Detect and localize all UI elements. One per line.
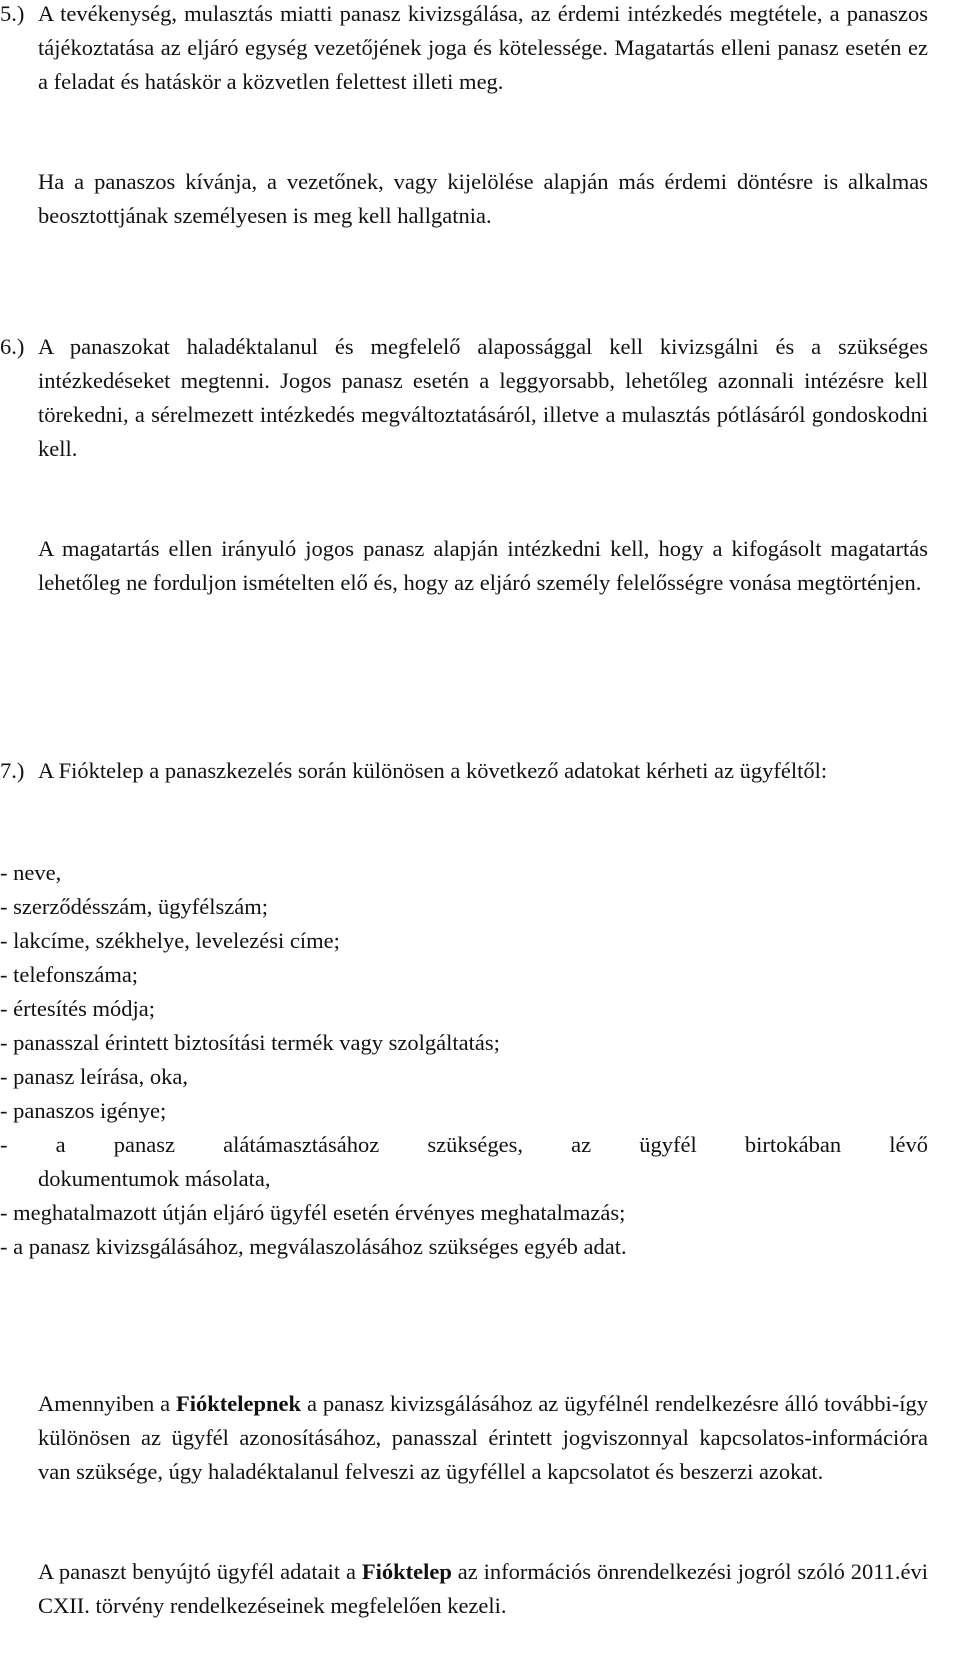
section-7-number: 7.) bbox=[0, 758, 25, 783]
section-5-paragraph bbox=[0, 0, 928, 99]
section-5-paragraph-2: Ha a panaszos kívánja, a vezetőnek, vagy kijelölése alapján más érdemi döntésre is alkalmas beosztottjának személyesen is meg kell hallgatnia. bbox=[38, 169, 928, 228]
list-item: - neve, bbox=[0, 860, 62, 885]
list-item: - szerződésszám, ügyfélszám; bbox=[0, 894, 269, 919]
list-item: - panasz leírása, oka, bbox=[0, 1064, 189, 1089]
list-item: - panaszos igénye; bbox=[0, 1098, 167, 1123]
list-item: - telefonszáma; bbox=[0, 962, 139, 987]
list-item-continuation: dokumentumok másolata, bbox=[38, 1166, 271, 1191]
list-item: - panasszal érintett biztosítási termék vagy szolgáltatás; bbox=[0, 1030, 500, 1055]
requested-data-list bbox=[0, 856, 928, 1264]
closing-2-pre: A panaszt benyújtó ügyfél adatait a bbox=[38, 1559, 356, 1584]
section-6-paragraph-2: A magatartás ellen irányuló jogos panasz alapján intézkedni kell, hogy a kifogásolt magatartás lehetőleg ne forduljon ismételten elő és, hogy az eljáró személy felelősségre vonása megtörténjen. bbox=[38, 536, 928, 595]
section-5-text: A tevékenység, mulasztás miatti panasz kivizsgálása, az érdemi intézkedés megtétele, a panaszos tájékoztatása az eljáró egység vezetőjének joga és kötelessége. Magatartás elleni panasz esetén ez a feladat és hatáskör a közvetlen felettest illeti meg. bbox=[38, 1, 928, 94]
closing-2-post: az információs önrendelkezési jogról szóló 2011.évi CXII. törvény rendelkezéseinek megfelelően kezeli. bbox=[38, 1559, 928, 1618]
list-item: - meghatalmazott útján eljáró ügyfél esetén érvényes meghatalmazás; bbox=[0, 1200, 626, 1225]
section-6-paragraph bbox=[0, 330, 928, 466]
section-6-number: 6.) bbox=[0, 334, 25, 359]
closing-1-post: a panasz kivizsgálásához az ügyfélnél rendelkezésre álló további-így különösen az ügyfél azonosításához, panasszal érintett jogviszonnyal kapcsolatos-információra van szüksége, úgy haladéktalanul felveszi az ügyféllel a kapcsolatot és beszerzi azokat. bbox=[38, 1391, 929, 1484]
section-7-intro: A Fióktelep a panaszkezelés során különösen a következő adatokat kérheti az ügyféltől: bbox=[38, 758, 828, 783]
section-5-number: 5.) bbox=[0, 1, 25, 26]
list-item: - a panasz kivizsgálásához, megválaszolásához szükséges egyéb adat. bbox=[0, 1234, 627, 1259]
closing-1-bold: Fióktelepnek bbox=[176, 1391, 302, 1416]
section-6-text: A panaszokat haladéktalanul és megfelelő alapossággal kell kivizsgálni és a szükséges intézkedéseket megtenni. Jogos panasz esetén a leggyorsabb, lehetőleg azonnali intézésre kell törekedni, a sérelmezett intézkedés megváltoztatásáról, illetve a mulasztás pótlásáról gondoskodni kell. bbox=[38, 334, 928, 461]
list-item: - értesítés módja; bbox=[0, 996, 155, 1021]
section-7-paragraph bbox=[0, 754, 928, 788]
list-item: - a panasz alátámasztásához szükséges, az ügyfél birtokában lévő bbox=[0, 1132, 928, 1157]
closing-paragraph-2 bbox=[38, 1555, 928, 1623]
closing-paragraph-1 bbox=[38, 1387, 928, 1489]
closing-2-bold: Fióktelep bbox=[361, 1559, 452, 1584]
list-item: - lakcíme, székhelye, levelezési címe; bbox=[0, 928, 340, 953]
closing-1-pre: Amennyiben a bbox=[38, 1391, 171, 1416]
